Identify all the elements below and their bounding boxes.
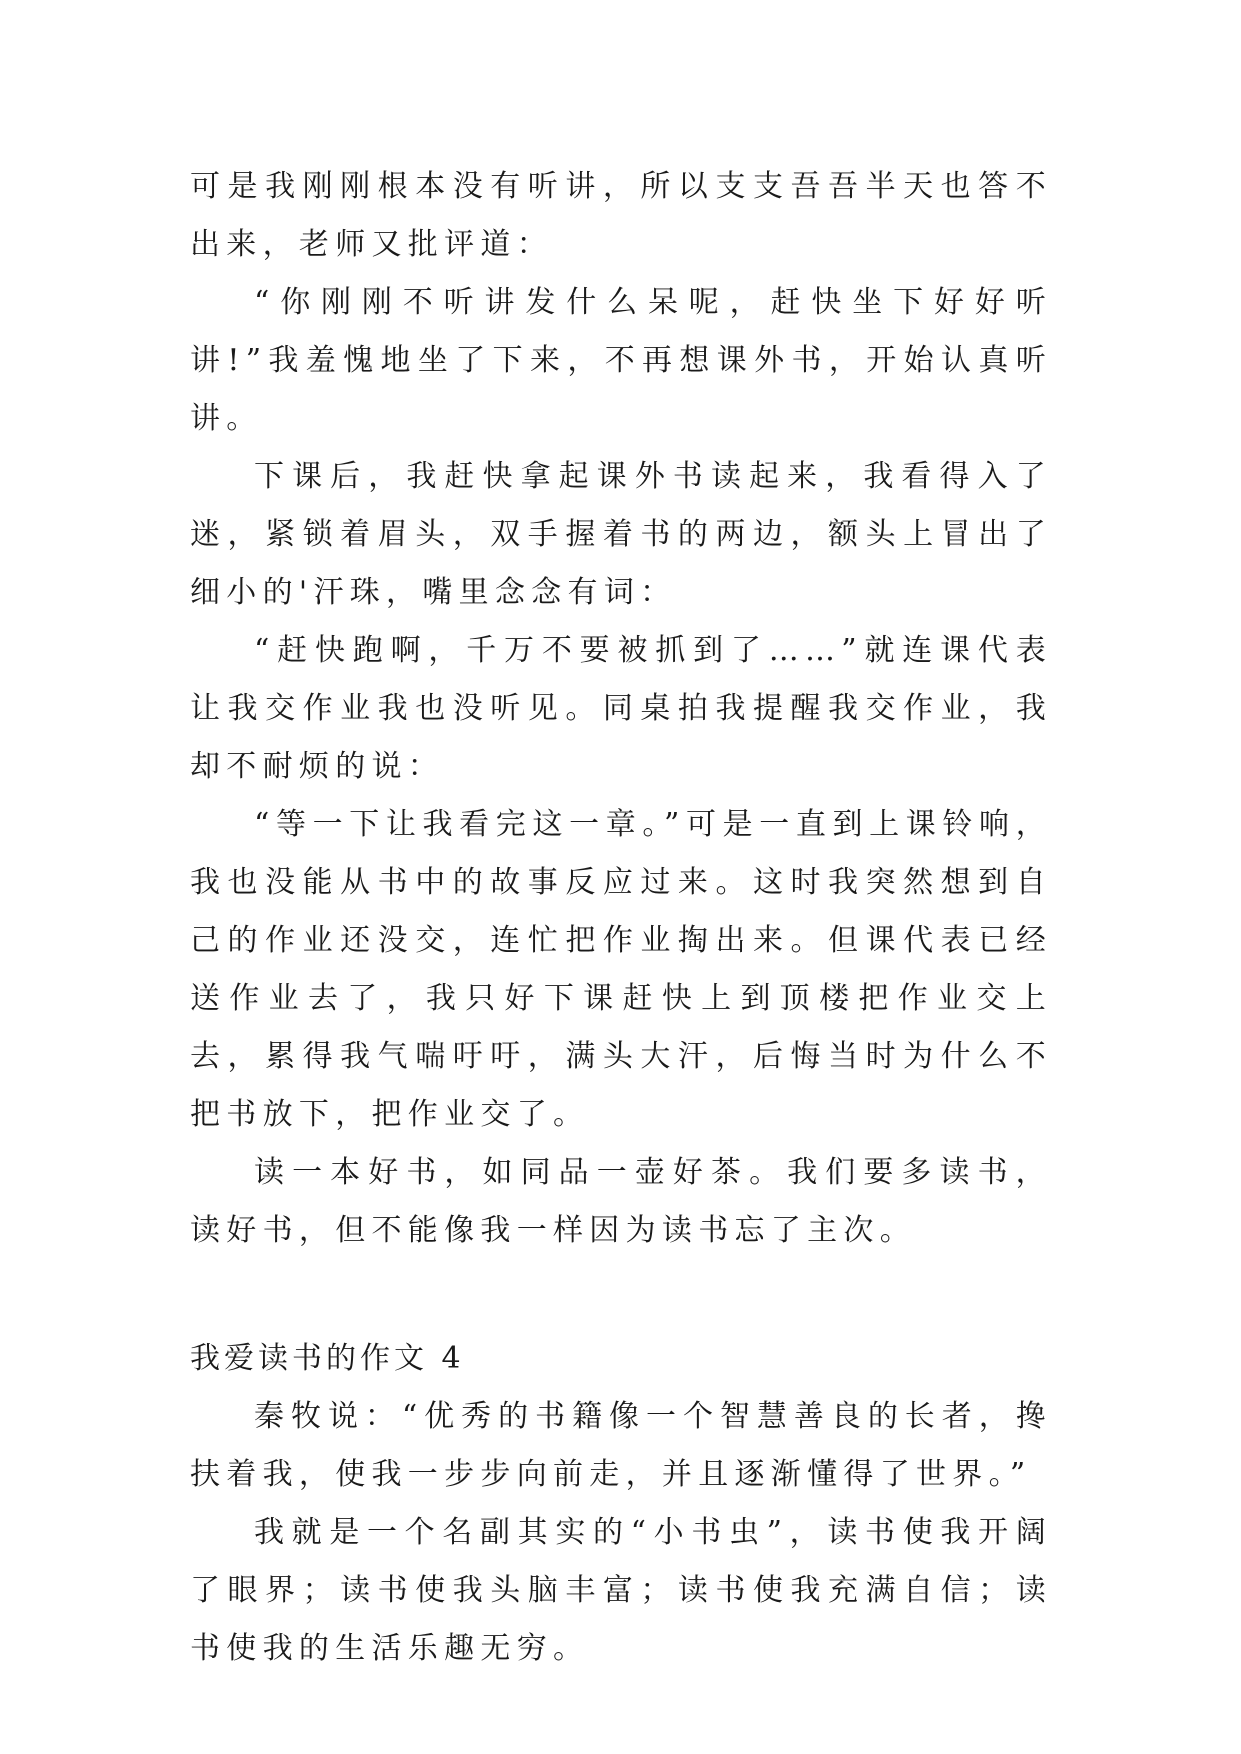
paragraph-continuation: 可是我刚刚根本没有听讲，所以支支吾吾半天也答不出来，老师又批评道： xyxy=(190,169,1052,262)
paragraph-qin-mu-quote: 秦牧说：“优秀的书籍像一个智慧善良的长者，搀扶着我，使我一步步向前走，并且逐渐懂得了世界。” xyxy=(190,1399,1052,1492)
section-title: 我爱读书的作文 4 xyxy=(190,1341,465,1376)
paragraph-reading-quote: “赶快跑啊，千万不要被抓到了……”就连课代表让我交作业我也没听见。同桌拍我提醒我交作业，我却不耐烦的说： xyxy=(190,633,1052,784)
paragraph-after-class: 下课后，我赶快拿起课外书读起来，我看得入了迷，紧锁着眉头，双手握着书的两边，额头上冒出了细小的'汗珠，嘴里念念有词： xyxy=(190,459,1052,610)
document-body xyxy=(190,158,1052,1678)
paragraph-homework: “等一下让我看完这一章。”可是一直到上课铃响，我也没能从书中的故事反应过来。这时我突然想到自己的作业还没交，连忙把作业掏出来。但课代表已经送作业去了，我只好下课赶快上到顶楼把作业交上去，累得我气喘吁吁，满头大汗，后悔当时为什么不把书放下，把作业交了。 xyxy=(190,807,1052,1132)
paragraph-conclusion: 读一本好书，如同品一壶好茶。我们要多读书，读好书，但不能像我一样因为读书忘了主次。 xyxy=(190,1155,1052,1248)
paragraph-bookworm: 我就是一个名副其实的“小书虫”，读书使我开阔了眼界；读书使我头脑丰富；读书使我充满自信；读书使我的生活乐趣无穷。 xyxy=(190,1515,1052,1666)
paragraph-teacher-quote: “你刚刚不听讲发什么呆呢，赶快坐下好好听讲!”我羞愧地坐了下来，不再想课外书，开始认真听讲。 xyxy=(190,285,1052,436)
